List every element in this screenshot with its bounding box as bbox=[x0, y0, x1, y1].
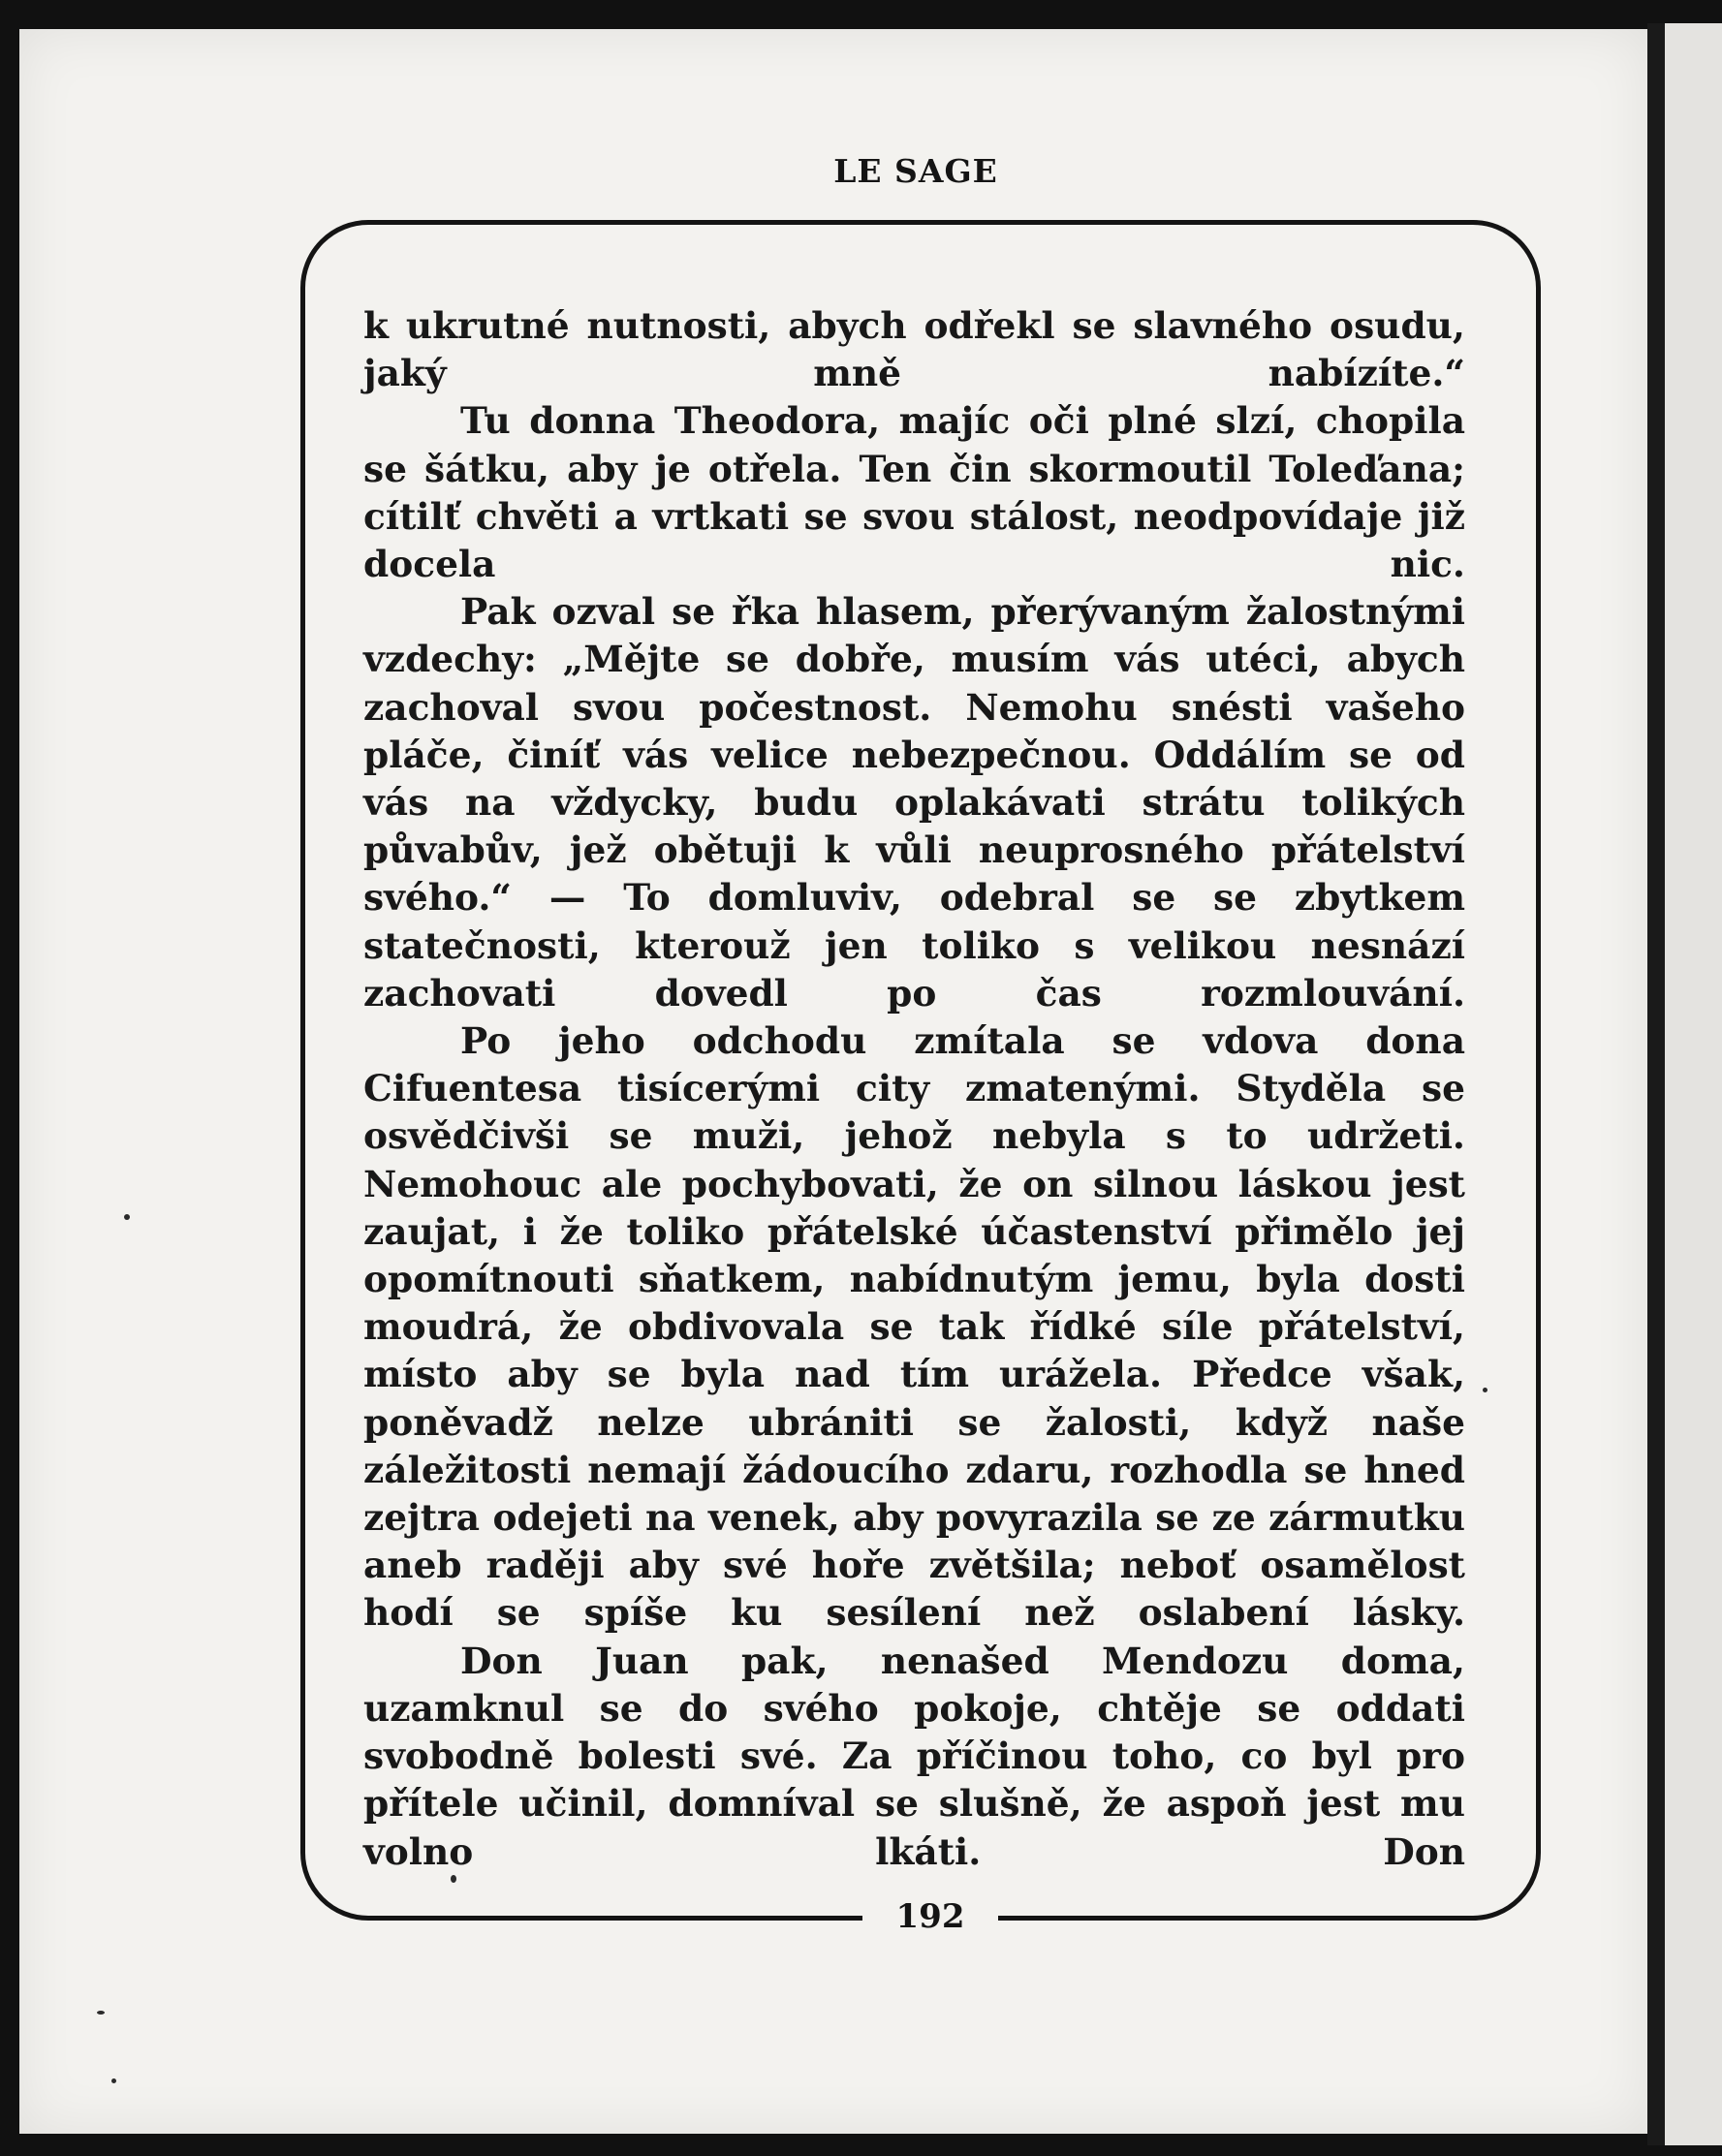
paragraph-3: Pak ozval se řka hlasem, přerývaným žalostnými vzdechy: „Mějte se dobře, musím vás utéci, abych zachoval svou počestnost. Nemohu snésti vašeho pláče, činíť vás velice nebezpečnou. Oddálím se od vás na vždycky, budu oplakávati strátu tolikých půvabův, jež obětuji k vůli neuprosného přátelství svého.“ — To domluviv, odebral se se zbytkem statečnosti, kterouž jen toliko s velikou nesnází zachovati dovedl po čas rozmlouvání. bbox=[363, 590, 1465, 1015]
dust-speck bbox=[97, 2011, 105, 2015]
dust-speck bbox=[1483, 1388, 1487, 1392]
paragraph-4: Po jeho odchodu zmítala se vdova dona Cifuentesa tisícerými city zmatenými. Styděla se osvědčivši se muži, jehož nebyla s to udržeti. Nemohouc ale pochybovati, že on silnou láskou jest zaujat, i že toliko přátelské účastenství přimělo jej opomítnouti sňatkem, nabídnutým jemu, byla dosti moudrá, že obdivovala se tak řídké síle přátelství, místo aby se byla nad tím urážela. Předce však, poněvadž nelze ubrániti se žalosti, když naše záležitosti nemají žádoucího zdaru, rozhodla se hned zejtra odejeti na venek, aby povyrazila se ze zármutku aneb raději aby své hoře zvětšila; neboť osamělost hodí se spíše ku sesílení než oslabení lásky. bbox=[363, 1019, 1465, 1635]
dust-speck bbox=[111, 2078, 116, 2083]
next-page-edge bbox=[1665, 23, 1722, 2145]
page-gutter bbox=[1647, 23, 1665, 2145]
page-number: 192 bbox=[895, 1897, 965, 1936]
dust-speck bbox=[451, 1875, 456, 1883]
dust-speck bbox=[124, 1214, 130, 1220]
paragraph-5: Don Juan pak, nenašed Mendozu doma, uzamknul se do svého pokoje, chtěje se oddati svobodně bolesti své. Za příčinou toho, co byl pro přítele učinil, domníval se slušně, že aspoň jest mu volno lkáti. Don bbox=[363, 1639, 1465, 1873]
body-text bbox=[363, 302, 1465, 1876]
paragraph-2: Tu donna Theodora, majíc oči plné slzí, chopila se šátku, aby je otřela. Ten čin skormoutil Toleďana; cítilť chvěti a vrtkati se svou stálost, neodpovídaje již docela nic. bbox=[363, 399, 1465, 586]
paragraph-1: k ukrutné nutnosti, abych odřekl se slavného osudu, jaký mně nabízíte.“ bbox=[363, 304, 1465, 395]
running-head: LE SAGE bbox=[833, 152, 998, 190]
